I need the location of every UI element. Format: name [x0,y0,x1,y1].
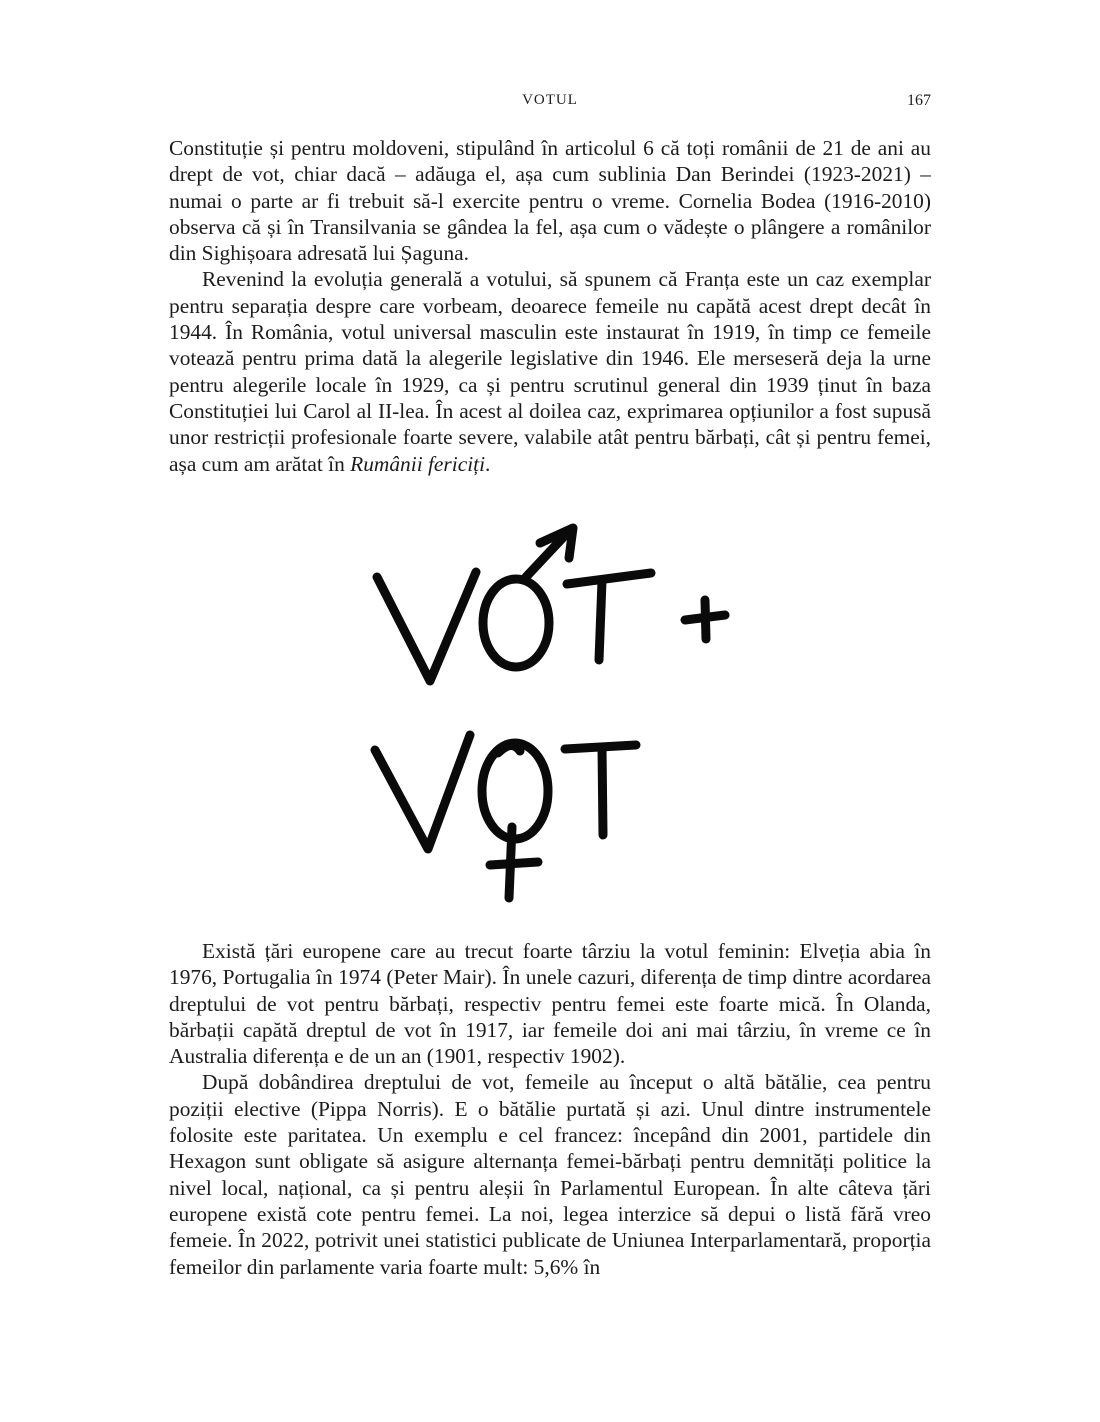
female-symbol-icon [482,743,548,898]
book-title-italic: Rumânii fericiți [350,451,486,476]
letter-t-top [567,573,651,660]
handdrawn-vot-figure [360,515,760,915]
paragraph-text: Revenind la evoluția generală a votului, să spunem că Franța este un caz exemplar pentru separația despre care vorbeam, deoarece femeile nu capătă acest drept decât în 1944. În România, votul universal masculin este instaurat în 1919, în timp ce femeile votează pentru prima dată la alegerile legislative din 1946. Ele merseseră deja la urne pentru alegerile locale în 1929, ca și pentru scrutinul general din 1939 ținut în baza Constituției lui Carol al II-lea. În acest al doilea caz, exprimarea opțiunilor a fost supusă unor restricții profesionale foarte severe, valabile atât pentru bărbați, cât și pentru femei, așa cum am arătat în [169,267,931,476]
paragraph: Există țări europene care au trecut foarte târziu la votul feminin: Elveția abia în 1976, Portugalia în 1974 (Peter Mair). În unele cazuri, diferența de timp dintre acordarea dreptului de vot pentru bărbați, respectiv pentru femei este foarte mică. În Olanda, bărbații capătă dreptul de vot în 1917, iar femeile doi ani mai târziu, în vreme ce în Australia diferența e de un an (1901, respectiv 1902). [169,939,931,1069]
running-head [169,92,931,116]
paragraph: Constituție și pentru moldoveni, stipulând în articolul 6 că toți românii de 21 de ani au drept de vot, chiar dacă – adăuga el, așa cum sublinia Dan Berindei (1923-2021) – numai o parte ar fi trebuit să-l exercite pentru o vreme. Cornelia Bodea (1916-2010) observa că și în Transilvania se gândea la fel, așa cum o vădește o plângere a românilor din Sighișoara adresată lui Șaguna. [169,136,931,266]
letter-v-top [377,572,476,681]
letter-v-bottom [375,735,470,849]
body-text-top [169,135,931,477]
body-text-bottom [169,938,931,1280]
paragraph-text: . [485,451,491,476]
vot-gender-illustration [360,515,760,915]
letter-t-bottom [565,745,636,835]
running-title: VOTUL [522,92,578,108]
plus-sign-icon [685,600,725,639]
paragraph: După dobândirea dreptului de vot, femeile au început o altă bătălie, cea pentru poziții elective (Pippa Norris). E o bătălie purtată și azi. Unul dintre instrumentele folosite este paritatea. Un exemplu e cel francez: începând din 2001, partidele din Hexagon sunt obligate să asigure alternanța femei-bărbați pentru demnități politice la nivel local, național, ca și pentru aleșii în Parlamentul European. În alte câteva țări europene există cote pentru femei. La noi, legea interzice să depui o listă fără vreo femeie. În 2022, potrivit unei statistici publicate de Uniunea Interparlamentară, proporția femeilor din parlamente varia foarte mult: 5,6% în [169,1070,931,1279]
page-number: 167 [907,92,931,109]
paragraph [169,266,931,476]
male-symbol-icon [483,528,573,667]
